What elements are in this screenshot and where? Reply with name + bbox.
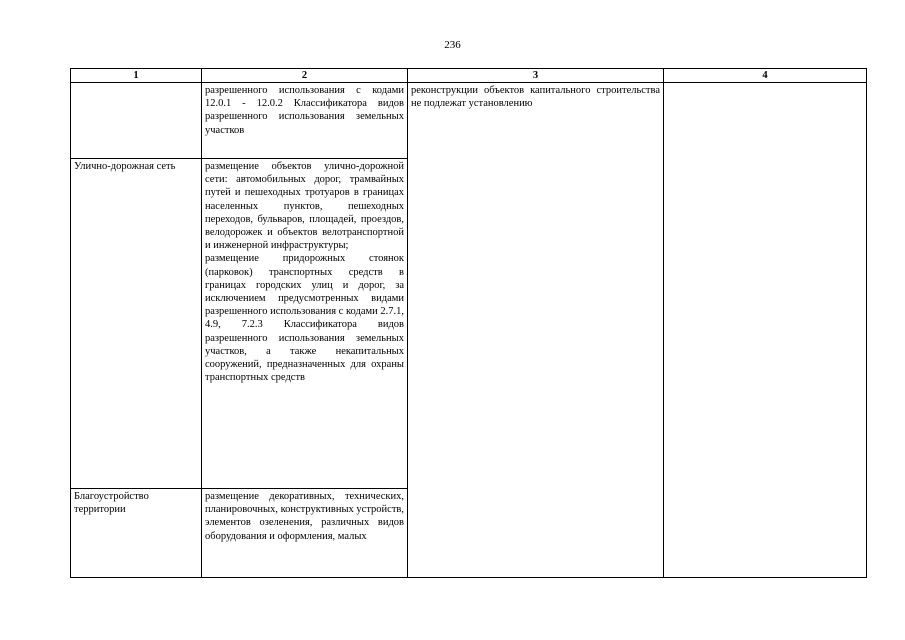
parameters-cell: реконструкции объектов капитального строительства не подлежат установлению <box>408 83 664 578</box>
row-description-cell: размещение декоративных, технических, планировочных, конструктивных устройств, элементов озеленения, различных видов оборудования и оформления, малых <box>202 489 408 578</box>
table-row <box>71 83 867 159</box>
row-name-cell: Улично-дорожная сеть <box>71 159 202 489</box>
row-description-cell: разрешенного использования с кодами 12.0.1 - 12.0.2 Классификатора видов разрешенного использования земельных участков <box>202 83 408 159</box>
row-name-cell: Благоустройство территории <box>71 489 202 578</box>
regulations-table <box>70 68 867 578</box>
page-number: 236 <box>444 39 461 51</box>
row-description-cell <box>202 159 408 489</box>
column-header-4: 4 <box>664 69 867 83</box>
column-header-3: 3 <box>408 69 664 83</box>
table-header-row <box>71 69 867 83</box>
row-name-cell <box>71 83 202 159</box>
column-header-1: 1 <box>71 69 202 83</box>
description-paragraph: размещение объектов улично-дорожной сети: автомобильных дорог, трамвайных путей и пешеходных тротуаров в границах населенных пунктов, пешеходных переходов, бульваров, площадей, проездов, велодорожек и объектов велотранспортной и инженерной инфраструктуры; <box>205 161 404 252</box>
column-header-2: 2 <box>202 69 408 83</box>
description-paragraph: размещение придорожных стоянок (парковок) транспортных средств в границах городских улиц и дорог, за исключением предусмотренных видами разрешенного использования с кодами 2.7.1, 4.9, 7.2.3 Классификатора видов разрешенного использования земельных участков, а также некапитальных сооружений, предназначенных для охраны транспортных средств <box>205 253 404 384</box>
notes-cell <box>664 83 867 578</box>
